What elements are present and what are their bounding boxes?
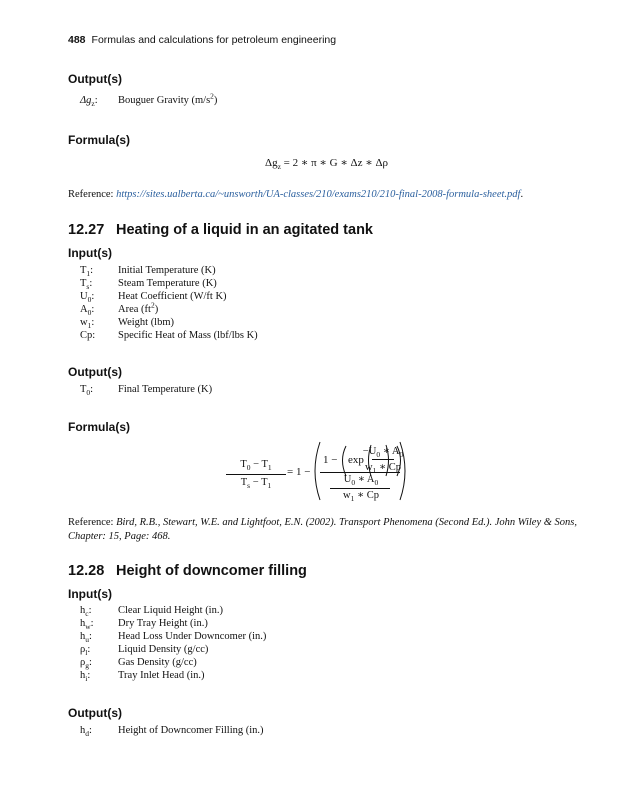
input-variable: $h_i$: Tray Inlet Head (in.) [80, 670, 205, 684]
input-variable: Cp: Specific Heat of Mass (lbf/lbs K) [80, 330, 258, 341]
input-variable: $h_u$: Head Loss Under Downcomer (in.) [80, 631, 267, 645]
inner-fraction-bar [372, 459, 394, 460]
running-head [68, 34, 336, 46]
formula-heading-prev: Formula(s) [68, 133, 131, 147]
page-number: 488 [68, 34, 86, 46]
lhs-numerator: $T_0 - T_1$ [240, 459, 272, 473]
inner-denominator: $w_1$ ∗ Cp [365, 462, 401, 476]
inner-numerator: $-U_0$ ∗ $A_0$ [362, 446, 404, 460]
lhs-fraction-bar [226, 474, 286, 475]
running-title: Formulas and calculations for petroleum engineering [91, 34, 337, 46]
formula-heading-12-27: Formula(s) [68, 420, 131, 434]
exp-label: exp [348, 454, 364, 466]
input-variable: $w_1$: Weight (lbm) [80, 317, 175, 331]
input-heading-12-27: Input(s) [68, 246, 112, 260]
input-variable: $\rho_g$: Gas Density (g/cc) [80, 657, 197, 671]
output-heading-12-27: Output(s) [68, 365, 122, 379]
output-heading-prev: Output(s) [68, 72, 122, 86]
input-variable: $\rho_l$: Liquid Density (g/cc) [80, 644, 209, 658]
reference-link[interactable]: https://sites.ualberta.ca/~unsworth/UA-classes/210/exams210/210-final-2008-formula-sheet.pdf [116, 189, 521, 200]
input-variable: $h_w$: Dry Tray Height (in.) [80, 618, 208, 632]
rhs-denominator-denominator: $w_1$ ∗ Cp [343, 490, 379, 504]
one-minus: 1 − [323, 454, 338, 466]
output-var-12-27: $T_0$: Final Temperature (K) [80, 384, 213, 398]
input-variable: $A_0$: Area $(ft^2)$ [80, 300, 159, 318]
input-variable: $h_c$: Clear Liquid Height (in.) [80, 605, 223, 619]
output-var-12-28: $h_d$: Height of Downcomer Filling (in.) [80, 725, 264, 739]
lhs-denominator: $T_s - T_1$ [240, 477, 272, 491]
reference-prev: Reference: https://sites.ualberta.ca/~unsworth/UA-classes/210/exams210/210-final-2008-formula-sheet.pdf. [68, 189, 524, 200]
reference-12-27-line2: Chapter: 15, Page: 468. [68, 531, 171, 542]
output-heading-12-28: Output(s) [68, 706, 122, 720]
input-variable: $T_1$: Initial Temperature (K) [80, 265, 216, 279]
output-var-prev: $\Delta g_z$: Bouguer Gravity $(m/s^2)$ [80, 91, 218, 109]
input-heading-12-28: Input(s) [68, 587, 112, 601]
input-variable: $U_0$: Heat Coefficient (W/ft K) [80, 291, 227, 305]
section-heading-12-28: 12.28 Height of downcomer filling [68, 563, 307, 579]
input-variable: $T_s$: Steam Temperature (K) [80, 278, 217, 292]
reference-12-27: Reference: Bird, R.B., Stewart, W.E. and Lightfoot, E.N. (2002). Transport Phenomena (Second Ed.). John Wiley & Sons, [68, 517, 577, 528]
equals-one-minus: = 1 − [287, 466, 311, 478]
bouguer-formula: $\Delta g_z = 2$ ∗ π ∗ G ∗ Δz ∗ Δρ [265, 157, 389, 172]
rhs-denominator-numerator: $U_0$ ∗ $A_0$ [343, 474, 379, 488]
section-heading-12-27: 12.27 Heating of a liquid in an agitated tank [68, 222, 373, 238]
